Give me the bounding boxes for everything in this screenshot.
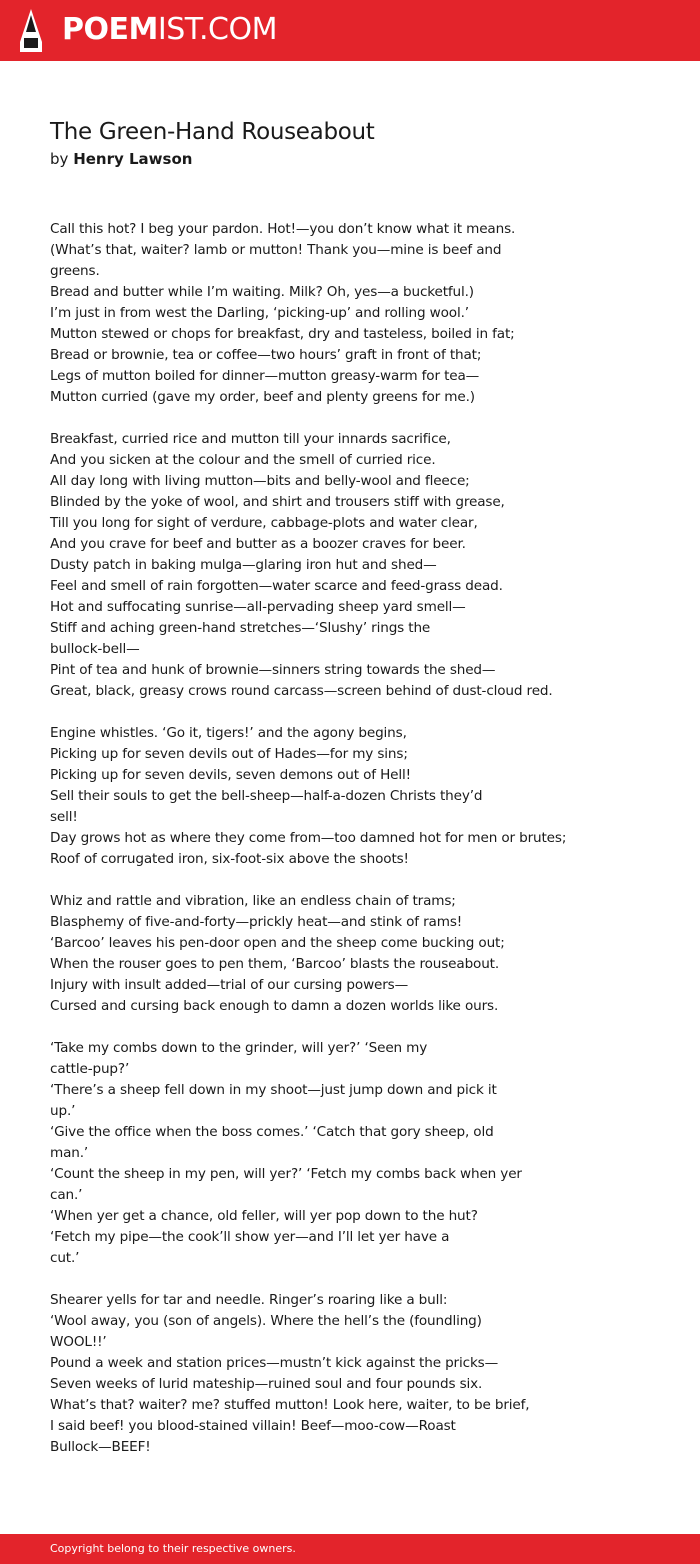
poem-line: I’m just in from west the Darling, ‘picking-up’ and rolling wool.’ <box>50 305 469 321</box>
poem-line: WOOL!!’ <box>50 1334 107 1350</box>
poem-line: Bread or brownie, tea or coffee—two hours’ graft in front of that; <box>50 347 482 363</box>
poem-line: ‘Barcoo’ leaves his pen-door open and the sheep come bucking out; <box>50 935 505 951</box>
site-logo[interactable] <box>62 11 277 49</box>
poem-line: Engine whistles. ‘Go it, tigers!’ and the agony begins, <box>50 725 407 741</box>
poem-line: Injury with insult added—trial of our cursing powers— <box>50 977 409 993</box>
poem-line: ‘Count the sheep in my pen, will yer?’ ‘Fetch my combs back when yer <box>50 1166 522 1182</box>
stanza <box>50 1038 670 1269</box>
poem-title: The Green-Hand Rouseabout <box>50 119 375 145</box>
poem-line: Bullock—BEEF! <box>50 1439 151 1455</box>
poem-line: sell! <box>50 809 78 825</box>
poem-line: Till you long for sight of verdure, cabbage-plots and water clear, <box>50 515 478 531</box>
poem-line: Feel and smell of rain forgotten—water scarce and feed-grass dead. <box>50 578 503 594</box>
poem-line: ‘Wool away, you (son of angels). Where the hell’s the (foundling) <box>50 1313 482 1329</box>
poem-line: Bread and butter while I’m waiting. Milk? Oh, yes—a bucketful.) <box>50 284 474 300</box>
poem-line: Pound a week and station prices—mustn’t kick against the pricks— <box>50 1355 499 1371</box>
stanza <box>50 219 670 408</box>
poem-line: Legs of mutton boiled for dinner—mutton greasy-warm for tea— <box>50 368 480 384</box>
poem-line: Hot and suffocating sunrise—all-pervading sheep yard smell— <box>50 599 466 615</box>
poem-line: Mutton curried (gave my order, beef and plenty greens for me.) <box>50 389 475 405</box>
poem-line: Blinded by the yoke of wool, and shirt and trousers stiff with grease, <box>50 494 505 510</box>
poem-line: bullock-bell— <box>50 641 140 657</box>
logo-bold-text: POEM <box>62 12 158 47</box>
poem-line: Pint of tea and hunk of brownie—sinners string towards the shed— <box>50 662 496 678</box>
poem-line: What’s that? waiter? me? stuffed mutton! Look here, waiter, to be brief, <box>50 1397 530 1413</box>
poem-line: Shearer yells for tar and needle. Ringer’s roaring like a bull: <box>50 1292 448 1308</box>
poem-line: cut.’ <box>50 1250 80 1266</box>
poem-line: ‘There’s a sheep fell down in my shoot—just jump down and pick it <box>50 1082 497 1098</box>
poem-line: Picking up for seven devils, seven demons out of Hell! <box>50 767 411 783</box>
author-name: Henry Lawson <box>73 150 193 168</box>
poem-line: Blasphemy of five-and-forty—prickly heat—and stink of rams! <box>50 914 463 930</box>
poem-line: (What’s that, waiter? lamb or mutton! Thank you—mine is beef and <box>50 242 502 258</box>
poem-line: Cursed and cursing back enough to damn a dozen worlds like ours. <box>50 998 499 1014</box>
poem-line: Roof of corrugated iron, six-foot-six above the shoots! <box>50 851 409 867</box>
poem-line: Mutton stewed or chops for breakfast, dry and tasteless, boiled in fat; <box>50 326 515 342</box>
site-header <box>0 0 700 61</box>
stanza <box>50 891 670 1017</box>
copyright-text: Copyright belong to their respective owners. <box>50 1542 296 1555</box>
poem-line: ‘When yer get a chance, old feller, will yer pop down to the hut? <box>50 1208 478 1224</box>
poem-line: greens. <box>50 263 100 279</box>
site-footer <box>0 1534 700 1564</box>
poem-line: And you crave for beef and butter as a boozer craves for beer. <box>50 536 466 552</box>
poem-line: ‘Fetch my pipe—the cook’ll show yer—and I’ll let yer have a <box>50 1229 450 1245</box>
poem-line: up.’ <box>50 1103 76 1119</box>
by-label: by <box>50 150 69 168</box>
poem-line: Picking up for seven devils out of Hades—for my sins; <box>50 746 408 762</box>
byline <box>50 149 192 169</box>
poem-line: And you sicken at the colour and the smell of curried rice. <box>50 452 436 468</box>
stanza <box>50 723 670 870</box>
poem-body <box>50 219 670 1479</box>
poem-line: man.’ <box>50 1145 89 1161</box>
poem-line: I said beef! you blood-stained villain! Beef—moo-cow—Roast <box>50 1418 456 1434</box>
stanza <box>50 1290 670 1458</box>
poem-line: can.’ <box>50 1187 83 1203</box>
pencil-tip-icon[interactable] <box>18 8 44 54</box>
poem-line: Sell their souls to get the bell-sheep—half-a-dozen Christs they’d <box>50 788 483 804</box>
poem-line: Seven weeks of lurid mateship—ruined soul and four pounds six. <box>50 1376 483 1392</box>
poem-line: Day grows hot as where they come from—too damned hot for men or brutes; <box>50 830 567 846</box>
poem-line: ‘Take my combs down to the grinder, will yer?’ ‘Seen my <box>50 1040 428 1056</box>
poem-line: Great, black, greasy crows round carcass—screen behind of dust-cloud red. <box>50 683 553 699</box>
poem-line: Breakfast, curried rice and mutton till your innards sacrifice, <box>50 431 451 447</box>
poem-line: Whiz and rattle and vibration, like an endless chain of trams; <box>50 893 456 909</box>
poem-line: ‘Give the office when the boss comes.’ ‘Catch that gory sheep, old <box>50 1124 494 1140</box>
poem-line: Dusty patch in baking mulga—glaring iron hut and shed— <box>50 557 437 573</box>
stanza <box>50 429 670 702</box>
poem-line: When the rouser goes to pen them, ‘Barcoo’ blasts the rouseabout. <box>50 956 500 972</box>
poem-line: All day long with living mutton—bits and belly-wool and fleece; <box>50 473 470 489</box>
logo-light-text: IST.COM <box>157 12 277 47</box>
poem-line: Call this hot? I beg your pardon. Hot!—you don’t know what it means. <box>50 221 516 237</box>
poem-line: Stiff and aching green-hand stretches—‘Slushy’ rings the <box>50 620 431 636</box>
poem-line: cattle-pup?’ <box>50 1061 130 1077</box>
